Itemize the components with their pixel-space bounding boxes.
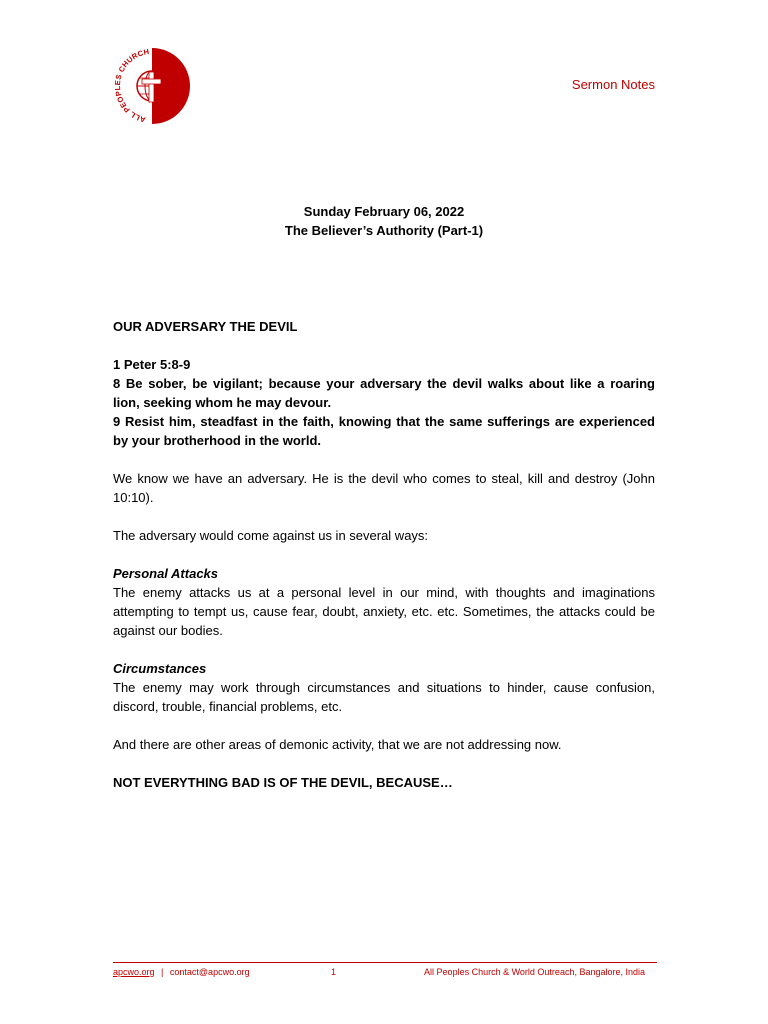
email-text: contact@apcwo.org (169, 967, 250, 977)
document-titles (113, 202, 655, 240)
sermon-date: Sunday February 06, 2022 (303, 204, 465, 219)
paragraph-adversary: We know we have an adversary. He is the devil who comes to steal, kill and destroy (John 10:10). (113, 471, 655, 505)
closing-heading: NOT EVERYTHING BAD IS OF THE DEVIL, BECAUSE… (113, 775, 453, 790)
sermon-title: The Believer’s Authority (Part-1) (284, 223, 484, 238)
footer-separator: | (161, 967, 164, 977)
section-heading: OUR ADVERSARY THE DEVIL (113, 319, 298, 334)
page-number: 1 (331, 967, 337, 977)
verse-8: 8 Be sober, be vigilant; because your adversary the devil walks about like a roaring lion, seeking whom he may devour. (113, 376, 655, 410)
organization-name: All Peoples Church & World Outreach, Bangalore, India (424, 967, 645, 977)
website-link[interactable]: apcwo.org (113, 967, 155, 977)
scripture-reference: 1 Peter 5:8-9 (113, 357, 191, 372)
paragraph-circumstances: The enemy may work through circumstances and situations to hinder, cause confusion, discord, trouble, financial problems, etc. (113, 680, 655, 714)
paragraph-other-areas: And there are other areas of demonic activity, that we are not addressing now. (113, 737, 562, 752)
verse-9: 9 Resist him, steadfast in the faith, knowing that the same sufferings are experienced by your brotherhood in the world. (113, 414, 655, 448)
scripture-block (113, 355, 655, 450)
subhead-personal-attacks: Personal Attacks (113, 566, 219, 581)
church-logo (112, 46, 192, 126)
footer-contact (113, 967, 250, 977)
subhead-circumstances: Circumstances (113, 661, 207, 676)
header-label: Sermon Notes (571, 77, 655, 92)
paragraph-personal-attacks: The enemy attacks us at a personal level in our mind, with thoughts and imaginations attempting to tempt us, cause fear, doubt, anxiety, etc. etc. Sometimes, the attacks could be against our bodies. (113, 585, 655, 638)
logo-text: ALL PEOPLES CHURCH (112, 47, 151, 125)
document-body (113, 317, 655, 811)
circumstances-block (113, 659, 655, 716)
footer-divider (113, 962, 657, 963)
paragraph-ways: The adversary would come against us in several ways: (113, 528, 429, 543)
personal-attacks-block (113, 564, 655, 640)
